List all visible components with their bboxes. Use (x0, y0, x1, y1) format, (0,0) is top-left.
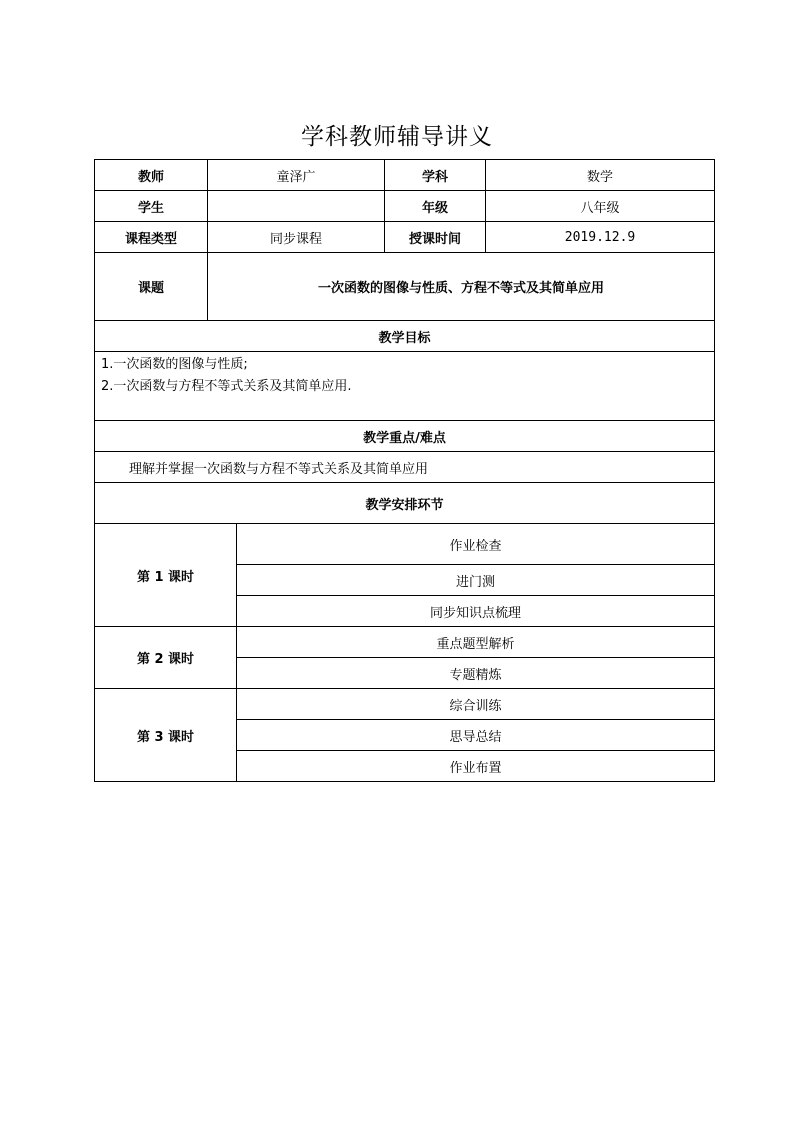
course-type-value: 同步课程 (208, 222, 385, 253)
table-row (95, 253, 715, 321)
grade-label: 年级 (385, 191, 486, 222)
course-type-label: 课程类型 (95, 222, 208, 253)
table-row (95, 222, 715, 253)
grade-value: 八年级 (486, 191, 715, 222)
topic-value: 一次函数的图像与性质、方程不等式及其简单应用 (208, 253, 715, 321)
lesson-item: 进门测 (237, 565, 715, 596)
table-row (95, 689, 715, 720)
table-row (95, 452, 715, 483)
table-row (95, 421, 715, 452)
focus-heading: 教学重点/难点 (95, 421, 715, 452)
topic-label: 课题 (95, 253, 208, 321)
table-row (95, 352, 715, 421)
table-row (95, 321, 715, 352)
goals-list (95, 352, 715, 421)
lesson-item: 思导总结 (237, 720, 715, 751)
focus-text: 理解并掌握一次函数与方程不等式关系及其简单应用 (95, 452, 715, 483)
lesson-item: 专题精炼 (237, 658, 715, 689)
lesson-item: 作业检查 (237, 524, 715, 565)
table-row (95, 160, 715, 191)
subject-value: 数学 (486, 160, 715, 191)
table-row (95, 627, 715, 658)
table-row (95, 524, 715, 565)
table-row (95, 191, 715, 222)
goals-heading: 教学目标 (95, 321, 715, 352)
teacher-value: 童泽广 (208, 160, 385, 191)
schedule-heading: 教学安排环节 (95, 483, 715, 524)
lesson-item: 重点题型解析 (237, 627, 715, 658)
lesson-item: 综合训练 (237, 689, 715, 720)
handout-table (94, 159, 715, 782)
page-title: 学科教师辅导讲义 (301, 124, 493, 150)
lesson-1-label: 第 1 课时 (95, 524, 237, 627)
table-row (95, 483, 715, 524)
lesson-time-label: 授课时间 (385, 222, 486, 253)
lesson-2-label: 第 2 课时 (95, 627, 237, 689)
goal-item: 2.一次函数与方程不等式关系及其简单应用. (101, 379, 352, 394)
subject-label: 学科 (385, 160, 486, 191)
student-label: 学生 (95, 191, 208, 222)
lesson-3-label: 第 3 课时 (95, 689, 237, 782)
teacher-label: 教师 (95, 160, 208, 191)
student-value (208, 191, 385, 222)
lesson-time-value: 2019.12.9 (486, 222, 715, 253)
goal-item: 1.一次函数的图像与性质; (101, 357, 248, 372)
lesson-item: 同步知识点梳理 (237, 596, 715, 627)
lesson-item: 作业布置 (237, 751, 715, 782)
